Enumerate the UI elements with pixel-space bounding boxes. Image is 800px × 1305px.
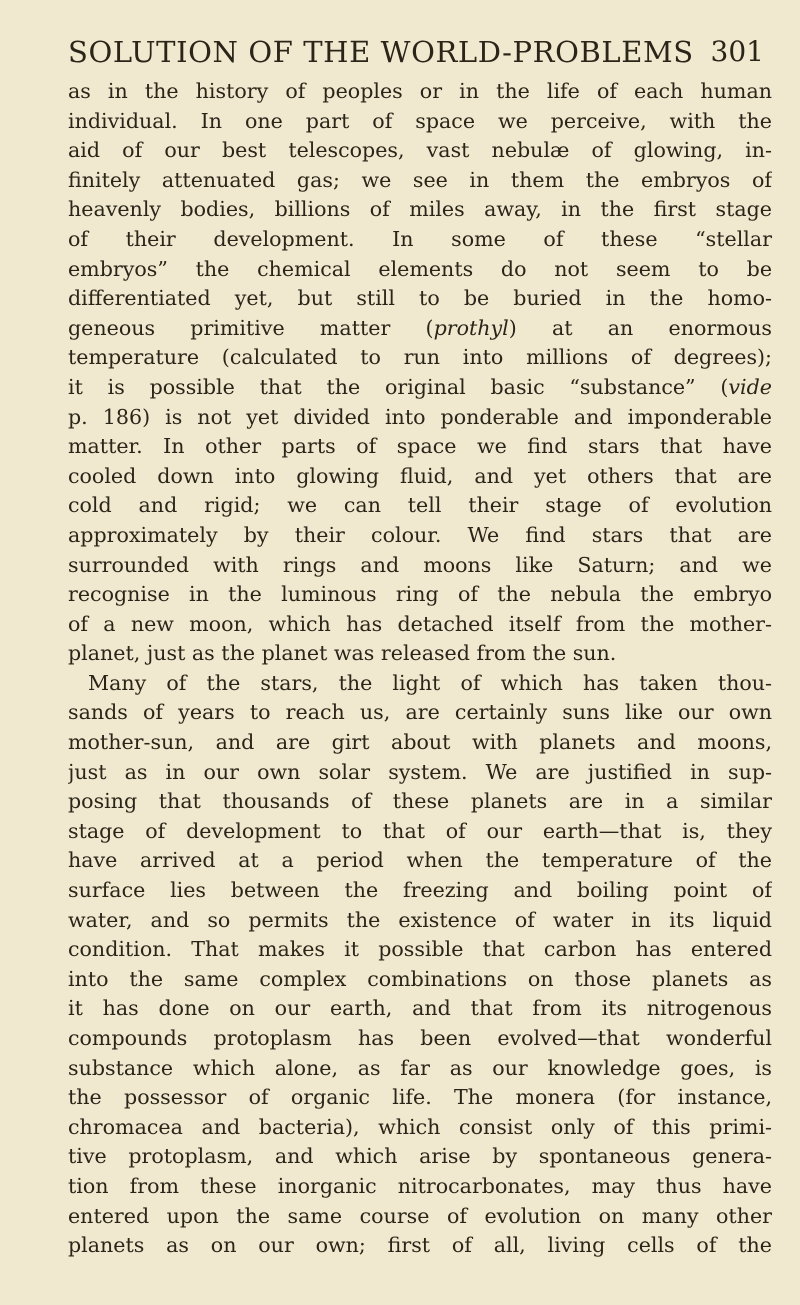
- text-line: matter. In other parts of space we find stars that have: [68, 434, 772, 459]
- text-line: of their development. In some of these “stellar: [68, 226, 772, 251]
- running-title: SOLUTION OF THE WORLD-PROBLEMS: [68, 35, 694, 69]
- text-run: geneous primitive matter (: [68, 315, 434, 340]
- text-line: tion from these inorganic nitrocarbonates, may thus have: [68, 1173, 772, 1198]
- text-line: mother-sun, and are girt about with planets and moons,: [68, 730, 772, 755]
- text-line: tive protoplasm, and which arise by spontaneous genera-: [68, 1144, 772, 1169]
- text-line: posing that thousands of these planets are in a similar: [68, 789, 772, 814]
- text-run: ) at an enormous: [508, 315, 772, 340]
- text-line: heavenly bodies, billions of miles away, in the first stage: [68, 197, 772, 222]
- text-line: planet, just as the planet was released from the sun.: [68, 641, 617, 666]
- text-line: it has done on our earth, and that from its nitrogenous: [68, 996, 772, 1021]
- text-line: temperature (calculated to run into millions of degrees);: [68, 345, 772, 370]
- text-line: planets as on our own; first of all, living cells of the: [68, 1233, 772, 1258]
- italic-term-vide: vide: [728, 374, 772, 399]
- text-line: water, and so permits the existence of water in its liquid: [68, 907, 772, 932]
- text-line: just as in our own solar system. We are justified in sup-: [68, 759, 772, 784]
- text-line: of a new moon, which has detached itself from the mother-: [68, 611, 772, 636]
- text-line: embryos” the chemical elements do not seem to be: [68, 256, 772, 281]
- page-number: 301: [710, 35, 764, 68]
- text-line: differentiated yet, but still to be buried in the homo-: [68, 286, 772, 311]
- text-line: have arrived at a period when the temperature of the: [68, 848, 772, 873]
- text-line: surrounded with rings and moons like Saturn; and we: [68, 552, 772, 577]
- text-line: individual. In one part of space we perceive, with the: [68, 108, 772, 133]
- body-text: [68, 77, 772, 1261]
- text-line: as in the history of peoples or in the life of each human: [68, 79, 772, 103]
- text-line: surface lies between the freezing and boiling point of: [68, 878, 772, 903]
- text-line: stage of development to that of our earth—that is, they: [68, 818, 772, 843]
- text-line: p. 186) is not yet divided into ponderable and imponderable: [68, 404, 772, 429]
- text-line: recognise in the luminous ring of the nebula the embryo: [68, 582, 772, 607]
- running-head: [68, 32, 768, 72]
- text-run: it is possible that the original basic “substance” (: [68, 374, 729, 399]
- text-line: cooled down into glowing fluid, and yet others that are: [68, 463, 772, 488]
- text-line: approximately by their colour. We find stars that are: [68, 522, 772, 547]
- text-line: [68, 373, 772, 403]
- text-line: entered upon the same course of evolution on many other: [68, 1203, 772, 1228]
- text-line: into the same complex combinations on those planets as: [68, 966, 772, 991]
- text-line: chromacea and bacteria), which consist only of this primi-: [68, 1114, 772, 1139]
- text-line: [68, 314, 772, 344]
- text-line: sands of years to reach us, are certainly suns like our own: [68, 700, 772, 725]
- text-line: aid of our best telescopes, vast nebulæ of glowing, in-: [68, 138, 772, 163]
- text-line: finitely attenuated gas; we see in them the embryos of: [68, 167, 772, 192]
- italic-term-prothyl: prothyl: [433, 315, 509, 340]
- text-line: the possessor of organic life. The monera (for instance,: [68, 1085, 772, 1110]
- text-line: cold and rigid; we can tell their stage of evolution: [68, 493, 772, 518]
- text-line: Many of the stars, the light of which has taken thou-: [88, 670, 772, 695]
- text-line: condition. That makes it possible that carbon has entered: [68, 937, 772, 962]
- text-line: compounds protoplasm has been evolved—that wonderful: [68, 1026, 772, 1050]
- text-line: substance which alone, as far as our knowledge goes, is: [68, 1055, 772, 1080]
